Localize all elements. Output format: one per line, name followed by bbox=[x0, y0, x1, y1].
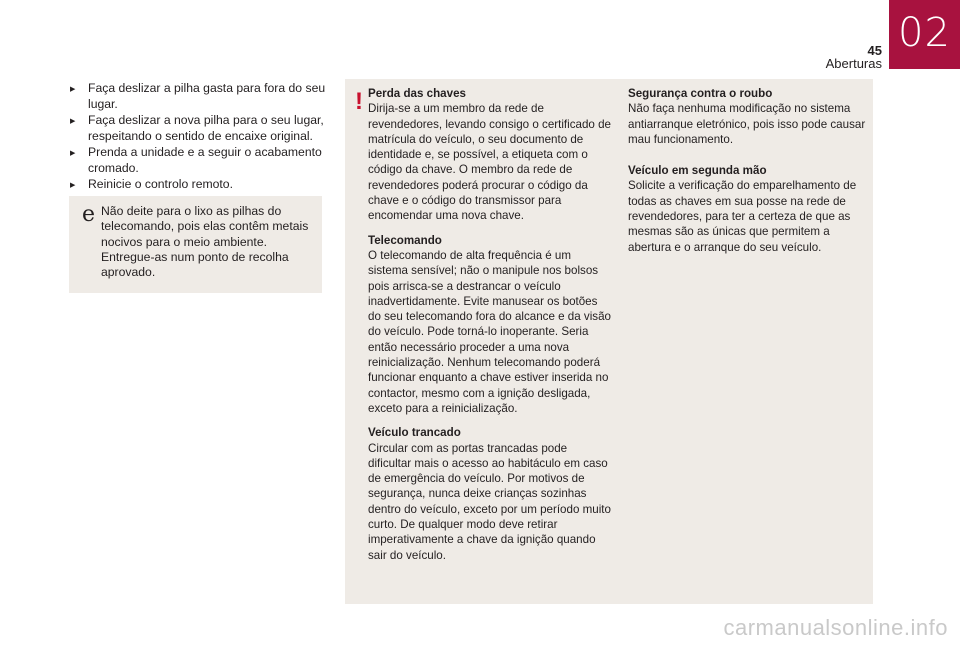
theft-protection-text: Não faça nenhuma modificação no sistema antiarranque eletrónico, pois isso pode causar mau funcionamento. bbox=[628, 102, 866, 146]
lost-keys-block bbox=[368, 86, 613, 224]
warning-column-right bbox=[628, 86, 868, 264]
remote-text: O telecomando de alta frequência é um sistema sensível; não o manipule nos bolsos pois arrisca-se a destrancar o veículo inadvertidamente. Evite manusear os botões do seu telecomando fora do alcance e da visão do veículo. Pode torná-lo inoperante. Seria então necessário proceder a uma nova reinicialização. Nenhum telecomando poderá funcionar enquanto a chave estiver inserida no contactor, mesmo com a ignição desligada, exceto para a reinicialização. bbox=[368, 248, 611, 415]
lost-keys-text: Dirija-se a um membro da rede de revendedores, levando consigo o certificado de matrícula do veículo, o seu documento de identidade e, se possível, a etiqueta com o código da chave. O membro da rede de revendedores poderá procurar o código da chave e o código do transmissor para encomendar uma nova chave. bbox=[368, 102, 611, 223]
chapter-number: 02 bbox=[898, 10, 951, 56]
locked-vehicle-title: Veículo trancado bbox=[368, 426, 461, 440]
second-hand-text: Solicite a verificação do emparelhamento de todas as chaves em sua posse na rede de revendedores, para ter a certeza de que as mesmas são as únicas que permitem a abertura e o arranque do seu veículo. bbox=[628, 179, 857, 254]
warning-icon: ! bbox=[355, 88, 363, 115]
step-item: ▶ Prenda a unidade e a seguir o acabamento cromado. bbox=[70, 144, 328, 176]
locked-vehicle-text: Circular com as portas trancadas pode dificultar mais o acesso ao habitáculo em caso de emergência do veículo. Por motivos de segurança, nunca deixe crianças sozinhas dentro do veículo, exceto por um período muito curto. De qualquer modo deve retirar imperativamente a chave da ignição quando sair do veículo. bbox=[368, 441, 611, 562]
step-item: ▶ Reinicie o controlo remoto. bbox=[70, 176, 328, 192]
environment-icon: e bbox=[82, 202, 96, 227]
theft-protection-block bbox=[628, 86, 868, 147]
step-item: ▶ Faça deslizar a pilha gasta para fora do seu lugar. bbox=[70, 80, 328, 112]
steps-list bbox=[70, 80, 328, 192]
theft-protection-title: Segurança contra o roubo bbox=[628, 87, 773, 100]
second-hand-title: Veículo em segunda mão bbox=[628, 164, 767, 178]
lost-keys-title: Perda das chaves bbox=[368, 87, 466, 100]
environment-note bbox=[69, 196, 322, 293]
section-title: Aberturas bbox=[825, 56, 882, 71]
remote-title: Telecomando bbox=[368, 233, 442, 247]
locked-vehicle-block bbox=[368, 425, 613, 563]
watermark: carmanualsonline.info bbox=[723, 615, 948, 640]
second-hand-block bbox=[628, 163, 868, 255]
environment-note-text: Não deite para o lixo as pilhas do telecomando, pois elas contêm metais nocivos para o meio ambiente. Entregue-as num ponto de recolha aprovado. bbox=[101, 204, 309, 280]
chapter-tab bbox=[889, 0, 960, 69]
warning-panel bbox=[345, 79, 873, 604]
warning-column-left bbox=[368, 86, 613, 572]
page-number: 45 bbox=[867, 43, 882, 58]
step-item: ▶ Faça deslizar a nova pilha para o seu lugar, respeitando o sentido de encaixe original. bbox=[70, 112, 328, 144]
remote-block bbox=[368, 233, 613, 417]
